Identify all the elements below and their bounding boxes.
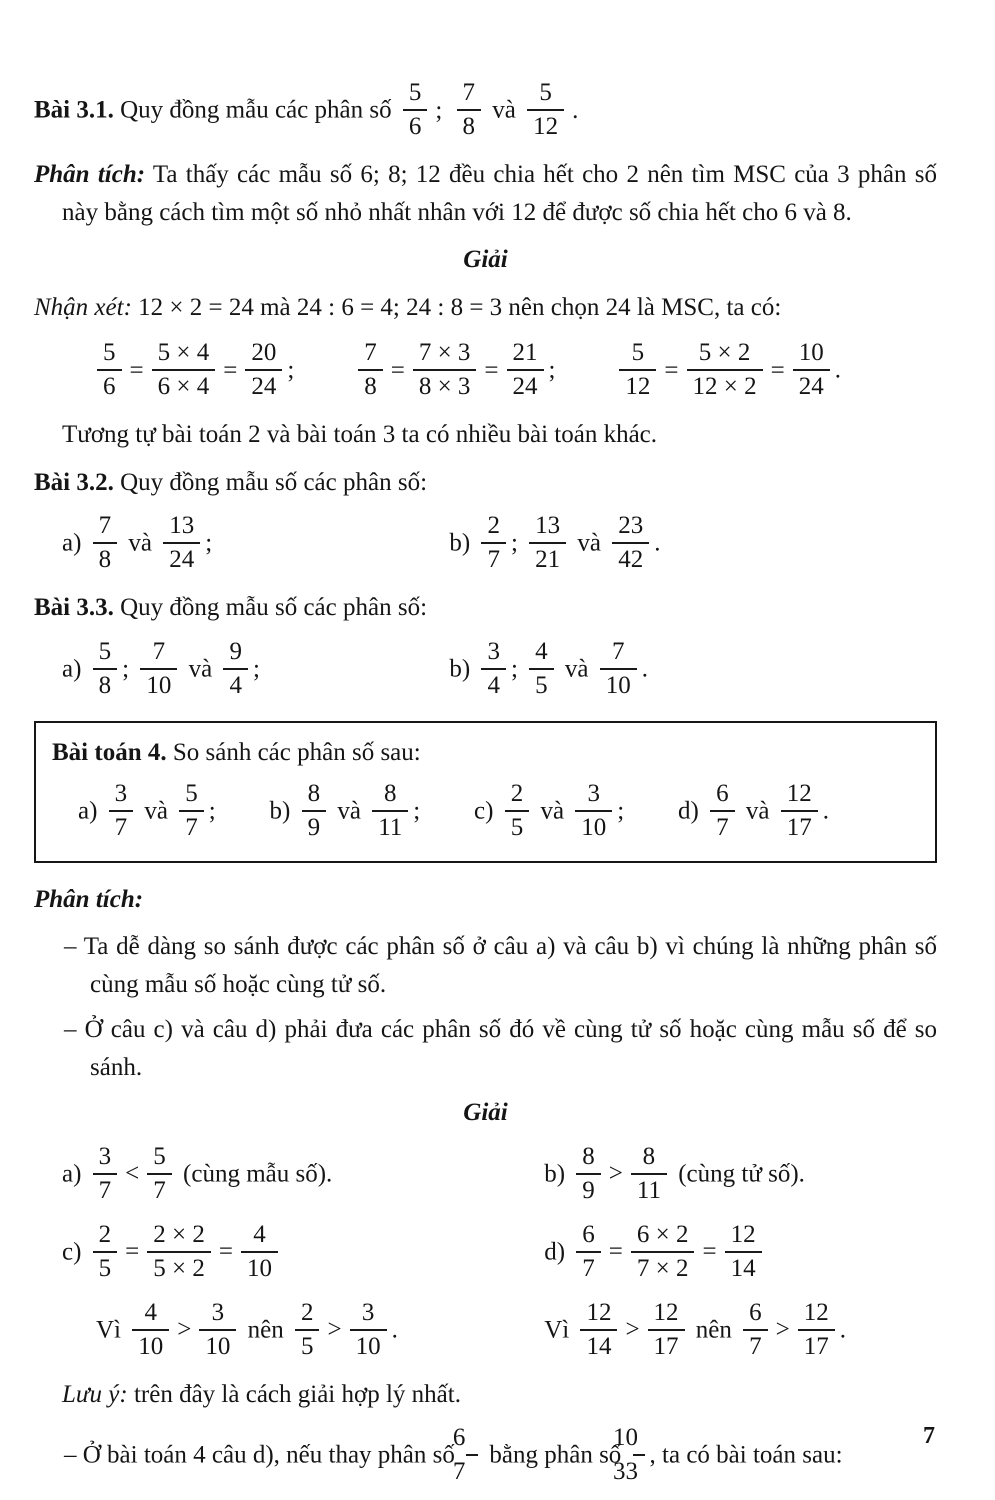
item-label: b) (449, 655, 471, 683)
frac-den: 6 (408, 113, 422, 140)
item-c (474, 779, 624, 847)
frac-num: 2 (481, 511, 506, 544)
frac-num: 2 × 2 (147, 1220, 211, 1253)
frac-num: 20 (245, 338, 282, 371)
word-vi: Vì (96, 1316, 121, 1344)
note-text: trên đây là cách giải hợp lý nhất. (133, 1380, 461, 1408)
exercise-3-1-heading (34, 78, 937, 146)
frac-num: 8 (631, 1142, 667, 1175)
solution-d (544, 1220, 937, 1288)
frac-num: 12 (648, 1298, 685, 1331)
fraction (93, 1220, 118, 1284)
punctuation: ; (252, 655, 260, 683)
analysis-4-heading (34, 881, 937, 919)
remark-line (34, 289, 937, 327)
punctuation: . (391, 1316, 398, 1344)
frac-den: 17 (803, 1332, 829, 1360)
frac-den: 12 × 2 (692, 373, 757, 400)
conjunction: và (492, 96, 516, 124)
frac-den: 21 (535, 546, 561, 573)
exercise-3-3-heading (34, 589, 937, 627)
frac-num: 4 (132, 1298, 169, 1331)
punctuation: ; (510, 529, 518, 557)
frac-den: 7 (98, 1176, 112, 1204)
frac-num: 7 (140, 637, 177, 670)
frac-den: 7 (114, 813, 128, 841)
greater-than-sign: > (608, 1160, 623, 1188)
frac-num: 12 (725, 1220, 762, 1253)
conjunction: và (144, 797, 169, 825)
frac-den: 7 (452, 1458, 466, 1486)
frac-num: 3 (109, 779, 134, 812)
equation-group-3 (614, 338, 841, 406)
solution-c (34, 1220, 544, 1288)
equals-sign: = (223, 356, 238, 384)
punctuation: ; (122, 655, 130, 683)
analysis-3-1 (34, 156, 937, 231)
less-than-sign: < (125, 1160, 140, 1188)
frac-den: 7 (749, 1332, 762, 1360)
frac-num: 6 × 2 (631, 1220, 695, 1253)
frac-num: 13 (529, 511, 566, 544)
solution-row-conclusion (34, 1298, 937, 1366)
solution-heading-2: Giải (463, 1099, 508, 1127)
frac-den: 8 (462, 113, 476, 140)
fraction (505, 779, 530, 843)
frac-den: 33 (613, 1458, 639, 1486)
item-label: b) (449, 529, 471, 557)
fraction (743, 1298, 768, 1362)
frac-den: 9 (582, 1176, 595, 1204)
fraction (619, 338, 656, 402)
exercise-3-3-label: Bài 3.3. (34, 594, 114, 621)
analysis-4-item-1 (34, 928, 937, 1003)
conclusion-c (34, 1298, 544, 1366)
problem-4-box (34, 721, 937, 863)
conjunction: và (540, 797, 565, 825)
dash: – (64, 933, 77, 961)
analysis-text: Ta thấy các mẫu số 6; 8; 12 đều chia hết cho 2 nên tìm MSC của 3 phân số này bằng cách tìm một số nhỏ nhất nhân với 12 để được số chia hết cho 6 và 8. (62, 161, 937, 226)
frac-num: 12 (798, 1298, 835, 1331)
followup-note (34, 1423, 937, 1491)
frac-den: 12 (625, 373, 651, 400)
punctuation: ; (548, 356, 556, 384)
fraction (223, 637, 248, 701)
equals-sign: = (125, 1238, 140, 1266)
note-line (34, 1376, 937, 1414)
fraction (527, 78, 564, 142)
frac-den: 4 (487, 671, 500, 699)
fraction (612, 511, 649, 575)
frac-num: 3 (350, 1298, 387, 1331)
item-label: a) (62, 1160, 82, 1188)
item-a (78, 779, 216, 847)
fraction (132, 1298, 169, 1362)
fraction (245, 338, 282, 402)
frac-num: 10 (633, 1423, 645, 1456)
analysis-label: Phân tích: (34, 161, 146, 188)
punctuation: . (839, 1316, 847, 1344)
exercise-3-2-items (34, 511, 937, 579)
frac-den: 8 (98, 546, 112, 573)
frac-num: 3 (575, 779, 612, 812)
page-number: 7 (923, 1423, 935, 1449)
frac-den: 14 (730, 1254, 756, 1282)
equals-sign: = (129, 356, 144, 384)
fraction (576, 1220, 601, 1284)
frac-den: 4 (229, 671, 242, 699)
item-label: b) (544, 1160, 566, 1188)
conjunction: và (577, 529, 602, 557)
frac-den: 7 (582, 1254, 595, 1282)
solution-note: (cùng tử số). (678, 1160, 805, 1188)
fraction (152, 338, 216, 402)
frac-num: 10 (793, 338, 830, 371)
frac-den: 24 (169, 546, 195, 573)
conjunction: và (564, 655, 589, 683)
frac-num: 2 (93, 1220, 118, 1253)
frac-num: 21 (507, 338, 544, 371)
frac-num: 3 (93, 1142, 118, 1175)
problem-4-label: Bài toán 4. (52, 738, 167, 766)
item-a (34, 637, 449, 705)
exercise-3-3-items (34, 637, 937, 705)
frac-den: 7 (487, 546, 500, 573)
fraction (147, 1142, 172, 1206)
punctuation: . (834, 356, 841, 384)
frac-num: 5 (97, 338, 122, 371)
frac-num: 8 (302, 779, 327, 812)
equals-sign: = (702, 1238, 717, 1266)
fraction (529, 511, 566, 575)
item-d (678, 779, 829, 847)
similar-note: Tương tự bài toán 2 và bài toán 3 ta có nhiều bài toán khác. (62, 421, 658, 448)
conclusion-d (544, 1298, 937, 1366)
item-b (270, 779, 421, 847)
frac-den: 6 (103, 373, 116, 400)
punctuation: ; (617, 797, 625, 825)
frac-num: 5 (619, 338, 656, 371)
frac-num: 7 (600, 637, 637, 670)
frac-den: 6 × 4 (157, 373, 210, 400)
frac-den: 12 (533, 113, 559, 140)
greater-than-sign: > (775, 1316, 790, 1344)
frac-num: 6 (710, 779, 735, 812)
equals-sign: = (390, 356, 405, 384)
remark-text: 12 × 2 = 24 mà 24 : 6 = 4; 24 : 8 = 3 nên chọn 24 là MSC, ta có: (138, 293, 782, 321)
fraction (109, 779, 134, 843)
note-label: Lưu ý: (62, 1380, 128, 1408)
equals-sign: = (608, 1238, 623, 1266)
frac-den: 14 (586, 1332, 612, 1360)
dash: – (64, 1016, 77, 1044)
frac-num: 5 (93, 637, 118, 670)
word-nen: nên (695, 1316, 732, 1344)
fraction (358, 338, 383, 402)
fraction (199, 1298, 236, 1362)
frac-den: 10 (205, 1332, 231, 1360)
frac-num: 5 (147, 1142, 172, 1175)
frac-num: 4 (241, 1220, 278, 1253)
frac-den: 7 (185, 813, 198, 841)
frac-num: 3 (199, 1298, 236, 1331)
item-b (449, 637, 937, 705)
problem-4-heading (52, 735, 921, 771)
conjunction: và (188, 655, 213, 683)
followup-pre: Ở bài toán 4 câu d), nếu thay phân số (82, 1441, 455, 1469)
remark-label: Nhận xét: (34, 293, 132, 321)
exercise-3-3-text: Quy đồng mẫu số các phân số: (120, 594, 428, 621)
frac-num: 4 (529, 637, 554, 670)
item-label: a) (62, 529, 82, 557)
item-label: c) (474, 797, 494, 825)
frac-num: 8 (576, 1142, 601, 1175)
greater-than-sign: > (177, 1316, 192, 1344)
fraction (710, 779, 735, 843)
fraction (481, 511, 506, 575)
punctuation: . (654, 529, 661, 557)
fraction (97, 338, 122, 402)
analysis-item-text: Ở câu c) và câu d) phải đưa các phân số đó về cùng tử số hoặc cùng mẫu số để so sánh. (84, 1016, 938, 1081)
frac-num: 6 (743, 1298, 768, 1331)
fraction (575, 779, 612, 843)
frac-num: 5 × 2 (687, 338, 763, 371)
frac-den: 10 (146, 671, 172, 699)
exercise-3-2-text: Quy đồng mẫu số các phân số: (120, 468, 428, 496)
word-nen: nên (247, 1316, 284, 1344)
problem-4-text: So sánh các phân số sau: (172, 738, 421, 766)
punctuation: ; (435, 96, 443, 124)
fraction (140, 637, 177, 701)
frac-num: 6 (466, 1423, 478, 1456)
fraction (147, 1220, 211, 1284)
punctuation: . (822, 797, 829, 825)
frac-den: 24 (798, 373, 824, 400)
frac-den: 10 (581, 813, 607, 841)
frac-num: 12 (781, 779, 818, 812)
frac-num: 5 (403, 78, 428, 111)
fraction (631, 1220, 695, 1284)
fraction (687, 338, 763, 402)
frac-den: 5 (510, 813, 524, 841)
frac-num: 23 (612, 511, 649, 544)
frac-den: 5 (535, 671, 548, 699)
frac-den: 5 (98, 1254, 112, 1282)
frac-den: 17 (786, 813, 812, 841)
followup-mid: bằng phân số (489, 1441, 622, 1469)
dash: – (64, 1441, 77, 1469)
frac-num: 13 (163, 511, 200, 544)
frac-num: 8 (372, 779, 408, 812)
fraction (179, 779, 204, 843)
fraction (529, 637, 554, 701)
exercise-3-1-text: Quy đồng mẫu các phân số (120, 96, 392, 124)
solution-b (544, 1142, 937, 1210)
item-label: d) (678, 797, 699, 825)
fraction (372, 779, 408, 843)
frac-den: 7 × 2 (636, 1254, 689, 1282)
frac-den: 5 (300, 1332, 314, 1360)
equals-sign: = (484, 356, 499, 384)
punctuation: ; (510, 655, 518, 683)
equals-sign: = (664, 356, 679, 384)
item-label: a) (62, 655, 82, 683)
conjunction: và (128, 529, 153, 557)
frac-num: 2 (295, 1298, 320, 1331)
fraction (781, 779, 818, 843)
frac-den: 24 (512, 373, 538, 400)
fraction (295, 1298, 320, 1362)
equation-group-2 (353, 338, 555, 406)
fraction (648, 1298, 685, 1362)
analysis-item-text: Ta dễ dàng so sánh được các phân số ở câu a) và câu b) vì chúng là những phân số cùng mẫu số hoặc cùng tử số. (83, 933, 937, 998)
word-vi: Vì (544, 1316, 570, 1344)
fraction (725, 1220, 762, 1284)
fraction (600, 637, 637, 701)
frac-num: 2 (505, 779, 530, 812)
item-b (449, 511, 937, 579)
frac-num: 5 × 4 (152, 338, 216, 371)
analysis-label: Phân tích: (34, 885, 144, 913)
fraction (631, 1142, 667, 1206)
punctuation: . (641, 655, 649, 683)
item-label: c) (62, 1238, 82, 1266)
fraction (93, 637, 118, 701)
frac-num: 9 (223, 637, 248, 670)
followup-post: , ta có bài toán sau: (649, 1441, 843, 1469)
fraction (413, 338, 477, 402)
solution-row-ab (34, 1142, 937, 1210)
fraction (481, 637, 506, 701)
punctuation: . (572, 96, 579, 124)
solution-a (34, 1142, 544, 1210)
item-a (34, 511, 449, 579)
frac-den: 10 (355, 1332, 381, 1360)
frac-den: 5 × 2 (153, 1254, 205, 1282)
frac-den: 9 (307, 813, 321, 841)
punctuation: ; (413, 797, 421, 825)
frac-den: 10 (247, 1254, 272, 1282)
analysis-4-item-2 (34, 1011, 937, 1086)
fraction (93, 511, 118, 575)
frac-num: 6 (576, 1220, 601, 1253)
equals-sign: = (218, 1238, 233, 1266)
equation-group-1 (92, 338, 294, 406)
frac-den: 11 (378, 813, 403, 841)
greater-than-sign: > (327, 1316, 342, 1344)
fraction (93, 1142, 118, 1206)
frac-den: 8 (98, 671, 112, 699)
frac-den: 7 (153, 1176, 166, 1204)
frac-num: 5 (527, 78, 564, 111)
fraction (613, 1423, 645, 1487)
punctuation: ; (205, 529, 213, 557)
conjunction: và (337, 797, 361, 825)
msc-equation-row (34, 336, 937, 408)
fraction (793, 338, 830, 402)
fraction (507, 338, 544, 402)
frac-den: 42 (618, 546, 644, 573)
fraction (403, 78, 428, 142)
frac-num: 7 × 3 (413, 338, 477, 371)
frac-num: 3 (481, 637, 506, 670)
fraction (580, 1298, 617, 1362)
solution-row-cd (34, 1220, 937, 1288)
frac-den: 7 (716, 813, 729, 841)
item-label: d) (544, 1238, 566, 1266)
exercise-3-2-heading (34, 464, 937, 502)
fraction (576, 1142, 601, 1206)
solution-note: (cùng mẫu số). (183, 1160, 333, 1188)
exercise-3-1-label: Bài 3.1. (34, 96, 114, 124)
punctuation: ; (208, 797, 216, 825)
item-label: b) (269, 797, 291, 825)
fraction (452, 1423, 478, 1487)
fraction (163, 511, 200, 575)
fraction (457, 78, 482, 142)
greater-than-sign: > (625, 1316, 640, 1344)
fraction (350, 1298, 387, 1362)
frac-den: 8 (364, 373, 377, 400)
frac-num: 7 (93, 511, 118, 544)
fraction (241, 1220, 278, 1284)
frac-den: 8 × 3 (418, 373, 471, 400)
frac-den: 11 (636, 1176, 661, 1204)
exercise-3-2-label: Bài 3.2. (34, 468, 114, 496)
problem-4-items (52, 771, 921, 847)
solution-heading-1: Giải (463, 246, 508, 273)
frac-num: 7 (358, 338, 383, 371)
conjunction: và (745, 797, 770, 825)
equals-sign: = (770, 356, 785, 384)
frac-num: 7 (457, 78, 482, 111)
frac-den: 17 (653, 1332, 679, 1360)
item-label: a) (78, 797, 98, 825)
frac-den: 10 (605, 671, 631, 699)
fraction (798, 1298, 835, 1362)
frac-den: 24 (251, 373, 277, 400)
fraction (302, 779, 327, 843)
punctuation: ; (287, 356, 295, 384)
frac-num: 12 (580, 1298, 617, 1331)
frac-den: 10 (138, 1332, 164, 1360)
frac-num: 5 (179, 779, 204, 812)
